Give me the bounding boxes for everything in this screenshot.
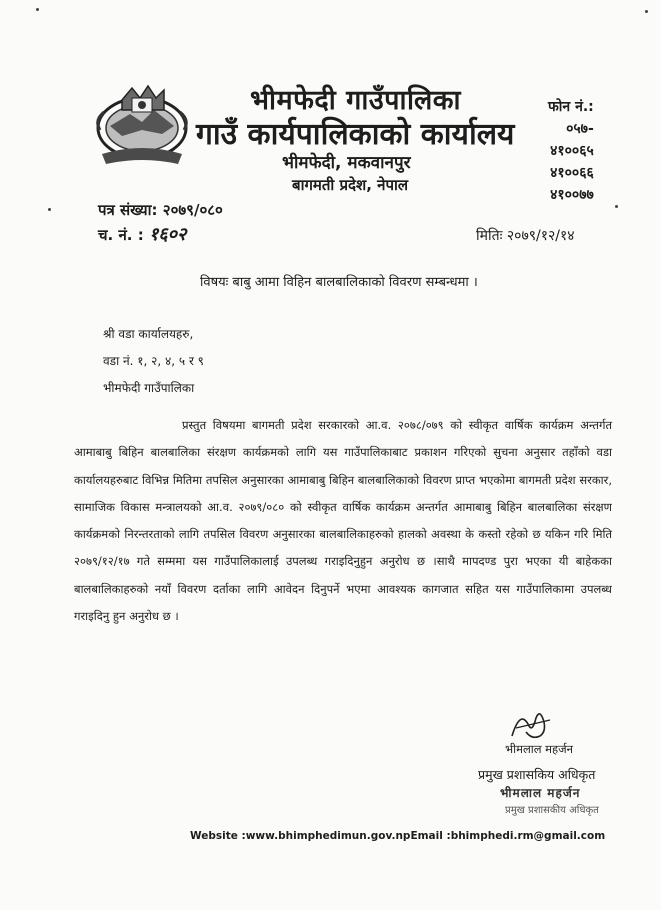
letter-number-value: २०७९/०८० [162, 201, 223, 219]
date-value: २०७९/१२/१४ [506, 228, 575, 244]
signature-icon [506, 706, 556, 746]
phone-block [548, 96, 594, 206]
phone-line: ४१००६५ [550, 143, 594, 159]
scan-speck [615, 205, 618, 208]
date-label: मितिः [476, 228, 503, 244]
recipient-block [103, 321, 204, 402]
office-title: गाउँ कार्यपालिकाको कार्यालय [196, 117, 515, 152]
nepal-emblem-icon [92, 70, 192, 170]
phone-line: ४१००७७ [550, 187, 594, 203]
scan-speck [36, 8, 39, 11]
phone-line: ४१००६६ [550, 165, 594, 181]
recipient-line: श्री वडा कार्यालयहरु, [103, 327, 194, 341]
phone-label: फोन नं.: [548, 99, 594, 115]
footer-contact: Website :www.bhimphedimun.gov.npEmail :bhimphedi.rm@gmail.com [190, 830, 606, 842]
office-name: भीमफेदी गाउँपालिका [250, 85, 462, 116]
stamp-name: भीमलाल महर्जन [500, 786, 581, 800]
letter-number [98, 200, 223, 220]
letter-number-label: पत्र संख्या: [98, 201, 158, 219]
signatory-title: प्रमुख प्रशासकिय अधिकृत [478, 767, 596, 782]
body-paragraph: प्रस्तुत विषयमा बागमती प्रदेश सरकारको आ.व. २०७८/०७९ को स्वीकृत वार्षिक कार्यक्रम अन्तर्गत आमाबाबु बिहिन बालबालिका संरक्षण कार्यक्रमको लागि यस गाउँपालिकाबाट प्रकाशन गरिएको सुचना अनुसार तहाँको वडा कार्यालयहरुबाट विभिन्न मितिमा तपसिल अनुसारका आमाबाबु बिहिन बालबालिकाको विवरण प्राप्त भएकोमा बागमती प्रदेश सरकार, सामाजिक विकास मन्त्रालयको आ.व. २०७९/०८० को स्वीकृत वार्षिक कार्यक्रम अन्तर्गत आमाबाबु बिहिन बालबालिका संरक्षण कार्यक्रमको निरन्तरताको लागि तपसिल विवरण अनुसारका बालबालिकाहरुको हालको अवस्था के कस्तो रहेको छ यकिन गरि मिति २०७९/१२/१७ गते सम्ममा यस गाउँपालिकालाई उपलब्ध गराइदिनुहुन अनुरोध छ ।साथै मापदण्ड पुरा भएका यी बाहेकका बालबालिकाहरुको नयाँ विवरण दर्ताका लागि आवेदन दिनुपर्ने भएमा आवश्यक कागजात सहित यस गाउँपालिकामा उपलब्ध गराइदिनु हुन अनुरोध छ । [74, 418, 612, 624]
dispatch-number-value: १६०२ [148, 224, 187, 245]
signatory-name: भीमलाल महर्जन [505, 742, 574, 756]
dispatch-number [98, 222, 186, 246]
stamp-title: प्रमुख प्रशासकीय अधिकृत [505, 805, 599, 816]
recipient-line: भीमफेदी गाउँपालिका [103, 381, 195, 395]
scan-speck [48, 208, 51, 211]
scan-speck [645, 10, 648, 13]
letter-body [74, 412, 612, 630]
address-line-1: भीमफेदी, मकवानपुर [282, 153, 411, 173]
dispatch-number-label: च. नं. : [98, 226, 144, 244]
address-line-2: बागमती प्रदेश, नेपाल [292, 176, 409, 194]
subject-line: विषयः बाबु आमा विहिन बालबालिकाको विवरण सम्बन्धमा । [200, 275, 478, 290]
recipient-line: वडा नं. १, २, ४, ५ र ९ [103, 354, 204, 368]
phone-line: ०५७- [566, 121, 594, 137]
letter-date [476, 226, 575, 245]
